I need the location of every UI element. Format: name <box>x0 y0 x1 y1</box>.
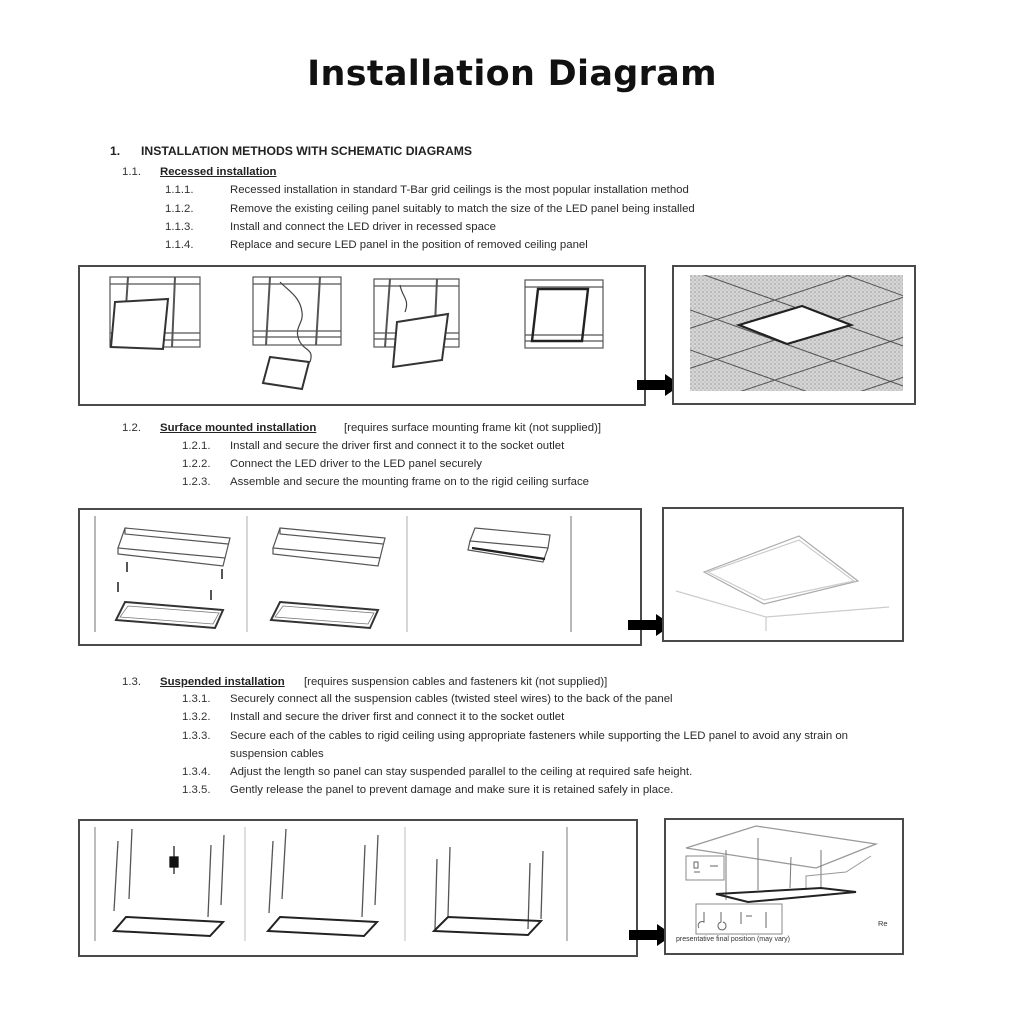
step-number: 1.3.5. <box>182 784 211 796</box>
surface-steps-illustration <box>80 510 640 644</box>
suspended-panel-illustration <box>666 820 902 953</box>
step-number: 1.1.1. <box>165 184 194 196</box>
surface-frame-1 <box>116 528 230 628</box>
step-text: Remove the existing ceiling panel suitably to match the size of the LED panel being installed <box>230 203 695 215</box>
subsection-number: 1.3. <box>122 676 141 688</box>
recessed-step-2-grid <box>253 277 341 389</box>
surface-frame-2 <box>271 528 385 628</box>
step-text: Securely connect all the suspension cables (twisted steel wires) to the back of the panel <box>230 693 673 705</box>
recessed-steps-figure <box>78 265 646 406</box>
step-number: 1.1.2. <box>165 203 194 215</box>
suspended-step-3 <box>434 847 543 935</box>
subsection-number: 1.2. <box>122 422 141 434</box>
recessed-step-4-grid <box>525 280 603 348</box>
page-title: Installation Diagram <box>307 54 717 94</box>
suspended-step-1 <box>114 829 224 936</box>
surface-steps-figure <box>78 508 642 646</box>
section-heading: INSTALLATION METHODS WITH SCHEMATIC DIAGRAMS <box>141 144 473 158</box>
surface-result-figure <box>662 507 904 642</box>
step-text: Connect the LED driver to the LED panel securely <box>230 458 482 470</box>
step-text: Assemble and secure the mounting frame on to the rigid ceiling surface <box>230 476 589 488</box>
suspended-steps-illustration <box>80 821 636 955</box>
surface-frame-3 <box>468 528 550 562</box>
subsection-heading-surface: Surface mounted installation <box>160 422 317 434</box>
step-number: 1.2.3. <box>182 476 211 488</box>
subsection-number: 1.1. <box>122 166 141 178</box>
step-number: 1.3.4. <box>182 766 211 778</box>
recessed-steps-illustration <box>80 267 644 404</box>
step-number: 1.3.3. <box>182 730 211 742</box>
subsection-heading-suspended: Suspended installation <box>160 676 285 688</box>
step-text: Install and secure the driver first and connect it to the socket outlet <box>230 440 565 452</box>
step-text: Secure each of the cables to rigid ceiling using appropriate fasteners while supporting the LED panel to avoid any strain on <box>230 730 849 742</box>
step-text: Replace and secure LED panel in the position of removed ceiling panel <box>230 239 588 251</box>
step-number: 1.2.1. <box>182 440 211 452</box>
recessed-step-1-grid <box>110 277 200 349</box>
step-text: Install and connect the LED driver in recessed space <box>230 221 496 233</box>
subsection-heading-recessed: Recessed installation <box>160 166 277 178</box>
step-text-continuation: suspension cables <box>230 748 324 760</box>
step-text: Gently release the panel to prevent damage and make sure it is retained safely in place. <box>230 784 674 796</box>
figure-caption-prefix: Re <box>878 919 888 928</box>
subsection-note: [requires surface mounting frame kit (not supplied)] <box>344 422 602 434</box>
section-number: 1. <box>110 144 121 158</box>
step-number: 1.2.2. <box>182 458 211 470</box>
recessed-step-3-grid <box>374 279 459 367</box>
suspended-result-figure <box>664 818 904 955</box>
suspended-steps-figure <box>78 819 638 957</box>
step-text: Adjust the length so panel can stay suspended parallel to the ceiling at required safe height. <box>230 766 693 778</box>
suspended-step-2 <box>268 829 378 936</box>
step-text: Install and secure the driver first and connect it to the socket outlet <box>230 711 565 723</box>
surface-mounted-panel-illustration <box>664 509 902 640</box>
step-number: 1.3.2. <box>182 711 211 723</box>
step-number: 1.3.1. <box>182 693 211 705</box>
recessed-result-figure <box>672 265 916 405</box>
recessed-ceiling-grid-illustration <box>674 267 914 403</box>
step-number: 1.1.4. <box>165 239 194 251</box>
step-text: Recessed installation in standard T-Bar grid ceilings is the most popular installation method <box>230 184 689 196</box>
figure-caption: presentative final position (may vary) <box>676 936 790 943</box>
step-number: 1.1.3. <box>165 221 194 233</box>
subsection-note: [requires suspension cables and fasteners kit (not supplied)] <box>304 676 608 688</box>
